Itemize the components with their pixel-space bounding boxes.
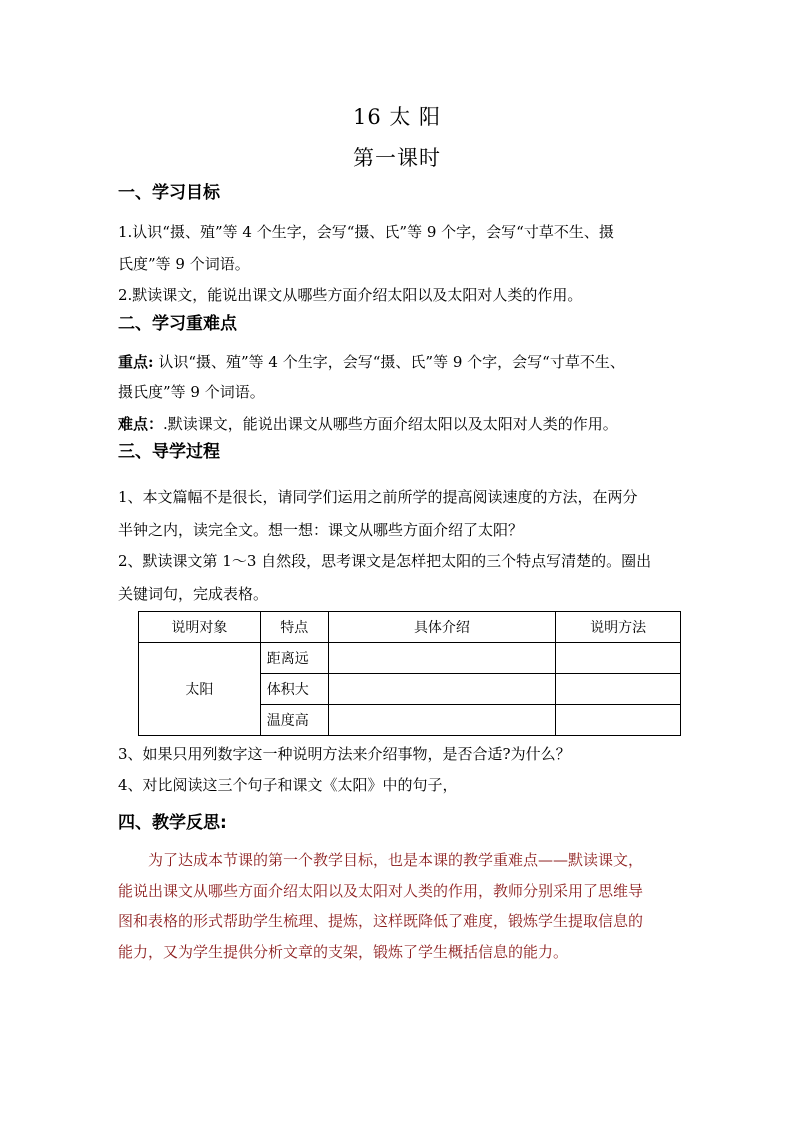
key-point-line-b: 摄氏度”等 9 个词语。 [118, 383, 265, 401]
section-heading-process: 三、导学过程 [118, 442, 220, 462]
table-blank-cell[interactable] [556, 674, 681, 705]
difficulty-label: 难点： [118, 415, 164, 433]
question-2b: 关键词句，完成表格。 [118, 585, 269, 603]
question-1a: 1、本文篇幅不是很长，请同学们运用之前所学的提高阅读速度的方法，在两分 [118, 488, 638, 506]
table-feature-cell: 温度高 [260, 705, 328, 736]
table-row [139, 643, 681, 674]
table-header-cell: 说明方法 [556, 612, 681, 643]
difficulty-text: .默读课文，能说出课文从哪些方面介绍太阳以及太阳对人类的作用。 [163, 415, 618, 433]
goal-line-1a: 1.认识“摄、殖”等 4 个生字，会写“摄、氏”等 9 个字，会写“寸草不生、摄 [118, 223, 614, 241]
table-blank-cell[interactable] [328, 705, 556, 736]
reflection-line-3: 图和表格的形式帮助学生梳理、提炼，这样既降低了难度，锻炼学生提取信息的 [118, 912, 644, 930]
table-header-cell: 特点 [260, 612, 328, 643]
question-3: 3、如果只用列数字这一种说明方法来介绍事物，是否合适?为什么？ [118, 745, 571, 763]
table-object-cell: 太阳 [139, 643, 261, 736]
question-2a: 2、默读课文第 1～3 自然段，思考课文是怎样把太阳的三个特点写清楚的。圈出 [118, 552, 652, 570]
table-header-cell: 说明对象 [139, 612, 261, 643]
lesson-title: 16 太 阳 [352, 105, 442, 129]
table-header-cell: 具体介绍 [328, 612, 556, 643]
table-blank-cell[interactable] [556, 643, 681, 674]
difficulty-line [118, 413, 678, 435]
goal-line-1b: 氏度”等 9 个词语。 [118, 255, 250, 273]
section-heading-goals: 一、学习目标 [118, 183, 220, 203]
reflection-line-4: 能力，又为学生提供分析文章的支架，锻炼了学生概括信息的能力。 [118, 943, 569, 961]
table-blank-cell[interactable] [556, 705, 681, 736]
table-blank-cell[interactable] [328, 674, 556, 705]
reflection-line-2: 能说出课文从哪些方面介绍太阳以及太阳对人类的作用，教师分别采用了思维导 [118, 882, 644, 900]
table-blank-cell[interactable] [328, 643, 556, 674]
key-point-line-a [118, 351, 678, 373]
lesson-subtitle: 第一课时 [353, 146, 441, 170]
table-feature-cell: 距离远 [260, 643, 328, 674]
key-point-text: 认识“摄、殖”等 4 个生字，会写“摄、氏”等 9 个字，会写“寸草不生、 [153, 353, 625, 371]
table-header-row [139, 612, 681, 643]
key-point-label: 重点: [118, 353, 154, 371]
question-4: 4、对比阅读这三个句子和课文《太阳》中的句子， [118, 776, 458, 794]
reflection-line-1: 为了达成本节课的第一个教学目标，也是本课的教学重难点——默读课文， [148, 851, 644, 869]
goal-line-2: 2.默读课文，能说出课文从哪些方面介绍太阳以及太阳对人类的作用。 [118, 286, 583, 304]
section-heading-key-points: 二、学习重难点 [118, 314, 237, 334]
question-1b: 半钟之内，读完全文。想一想：课文从哪些方面介绍了太阳？ [118, 521, 524, 539]
feature-table [138, 611, 681, 736]
section-heading-reflection: 四、教学反思: [118, 813, 227, 833]
table-feature-cell: 体积大 [260, 674, 328, 705]
